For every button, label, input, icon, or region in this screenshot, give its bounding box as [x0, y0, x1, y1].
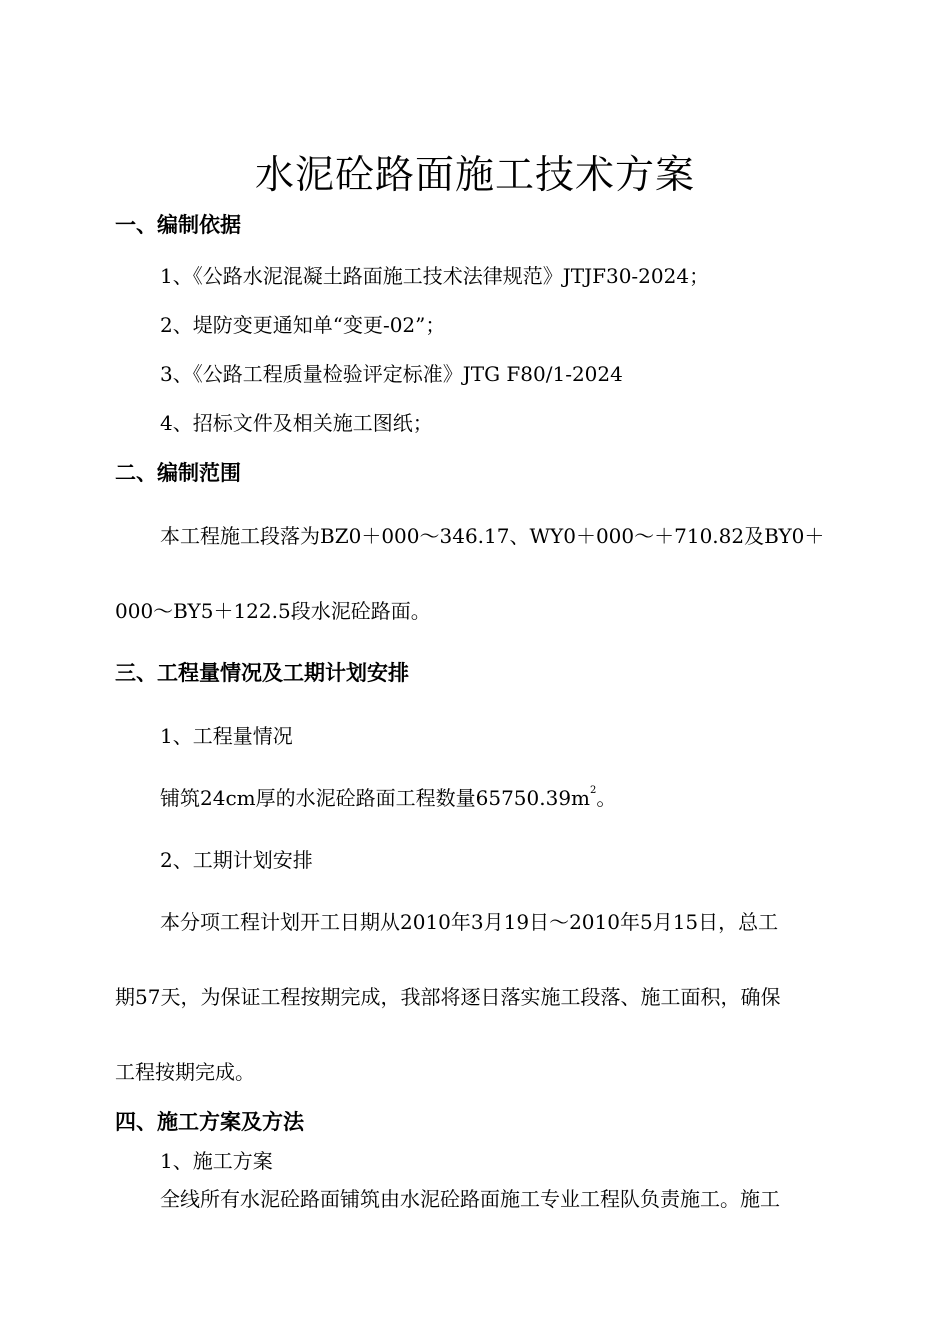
square-superscript: 2	[590, 785, 597, 796]
basis-item-4: 4、招标文件及相关施工图纸；	[160, 411, 433, 435]
quantity-subheading: 1、工程量情况	[160, 724, 293, 748]
schedule-paragraph-line-1: 本分项工程计划开工日期从2010年3月19日～2010年5月15日，总工	[160, 910, 779, 934]
schedule-paragraph-line-2: 期57天，为保证工程按期完成，我部将逐日落实施工段落、施工面积，确保	[115, 985, 781, 1009]
section-heading-basis: 一、编制依据	[115, 213, 241, 237]
basis-item-3: 3、《公路工程质量检验评定标准》JTG F80/1-2024	[160, 362, 623, 386]
basis-item-2: 2、堤防变更通知单“变更-02”；	[160, 313, 446, 337]
section-heading-quantity-schedule: 三、工程量情况及工期计划安排	[115, 661, 409, 685]
section-heading-methods: 四、施工方案及方法	[115, 1110, 304, 1134]
quantity-period: 。	[596, 786, 617, 810]
schedule-paragraph-line-3: 工程按期完成。	[115, 1060, 255, 1084]
document-title: 水泥砼路面施工技术方案	[254, 153, 695, 198]
schedule-subheading: 2、工期计划安排	[160, 848, 313, 872]
quantity-paragraph	[160, 785, 617, 810]
scope-paragraph-line-2: 000～BY5＋122.5段水泥砼路面。	[115, 599, 431, 623]
quantity-text: 铺筑24cm厚的水泥砼路面工程数量65750.39m	[160, 786, 591, 810]
basis-item-1: 1、《公路水泥混凝土路面施工技术法律规范》JTJF30-2024；	[160, 264, 710, 288]
section-heading-scope: 二、编制范围	[115, 461, 241, 485]
methods-paragraph-line-1: 全线所有水泥砼路面铺筑由水泥砼路面施工专业工程队负责施工。施工	[160, 1187, 780, 1211]
methods-subheading: 1、施工方案	[160, 1149, 273, 1173]
scope-paragraph-line-1: 本工程施工段落为BZ0＋000～346.17、WY0＋000～＋710.82及BY0＋	[160, 524, 825, 548]
